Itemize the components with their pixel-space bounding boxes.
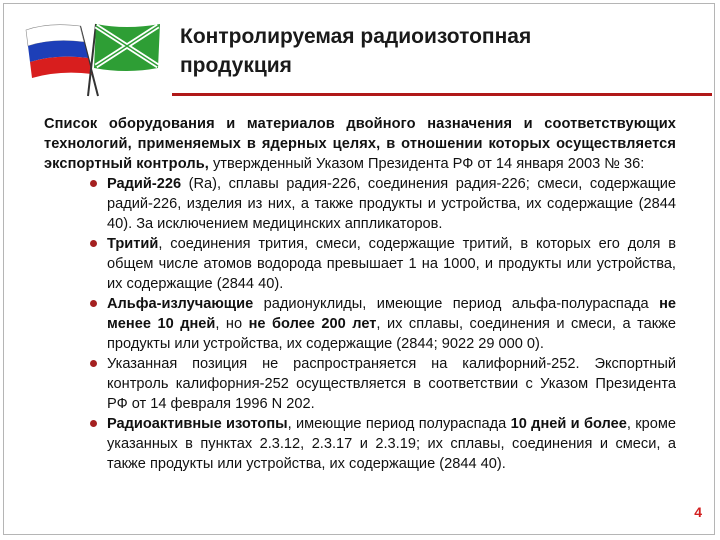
item-text: радионуклиды, имеющие период альфа-полураспада	[253, 296, 660, 312]
item-text: , их сплавы, соединения и смеси, а также продукты или устройства, их содержащие (2844; 9022 29 000 0).	[107, 316, 676, 352]
bullet-icon	[90, 180, 97, 187]
title-line-1: Контролируемая радиоизотопная	[180, 25, 532, 48]
bullet-icon	[90, 420, 97, 427]
item-bold-text: Тритий	[107, 236, 159, 252]
flags-image	[18, 18, 168, 98]
title-line-2: продукция	[180, 54, 292, 77]
item-bold-text: 10 дней и более	[510, 416, 627, 432]
list-item	[44, 294, 676, 354]
slide	[3, 3, 715, 535]
page-number: 4	[694, 504, 702, 520]
page-title	[180, 22, 620, 80]
intro-paragraph	[44, 114, 676, 174]
item-text: , но	[215, 316, 249, 332]
item-text: , соединения трития, смеси, содержащие тритий, в которых его доля в общем числе атомов водорода превышает 1 на 1000, и продукты или устройства, их содержащие (2844 40).	[107, 236, 676, 292]
bullet-icon	[90, 360, 97, 367]
item-bold-text: не более 200 лет	[248, 316, 377, 332]
item-text: , кроме указанных в пунктах 2.3.12, 2.3.17 и 2.3.19; их сплавы, соединения и смеси, а также продукты или устройства, их содержащие (2844 40).	[107, 416, 677, 472]
item-text: , имеющие период полураспада	[287, 416, 511, 432]
item-bold-text: Альфа-излучающие	[107, 296, 254, 312]
items-list	[44, 174, 676, 474]
green-flag-icon	[88, 24, 160, 96]
intro-rest: утвержденный Указом Президента РФ от 14 января 2003 № 36:	[208, 156, 645, 172]
content	[44, 114, 676, 474]
list-item	[44, 414, 676, 474]
bullet-icon	[90, 240, 97, 247]
item-text: Указанная позиция не распространяется на калифорний-252. Экспортный контроль калифорния-252 осуществляется в соответствии с Указом Президента РФ от 14 февраля 1996 N 202.	[107, 356, 676, 412]
item-bold-text: Радиоактивные изотопы	[107, 416, 288, 432]
intro-bold: Список оборудования и материалов двойного назначения и соответствующих технологий, применяемых в ядерных целях, в отношении которых осуществляется экспортный контроль,	[44, 116, 676, 172]
bullet-icon	[90, 300, 97, 307]
list-item	[44, 174, 676, 234]
item-bold-text: Радий-226	[107, 176, 182, 192]
russian-flag-icon	[26, 25, 98, 96]
item-text: (Ra), сплавы радия-226, соединения радия-226; смеси, содержащие радий-226, изделия из них, а также продукты и устройства, их содержащие (2844 40). За исключением медицинских аппликаторов.	[107, 176, 676, 232]
title-divider	[172, 93, 712, 96]
list-item	[44, 234, 676, 294]
list-item	[44, 354, 676, 414]
item-bold-text: не менее 10 дней	[107, 296, 676, 332]
